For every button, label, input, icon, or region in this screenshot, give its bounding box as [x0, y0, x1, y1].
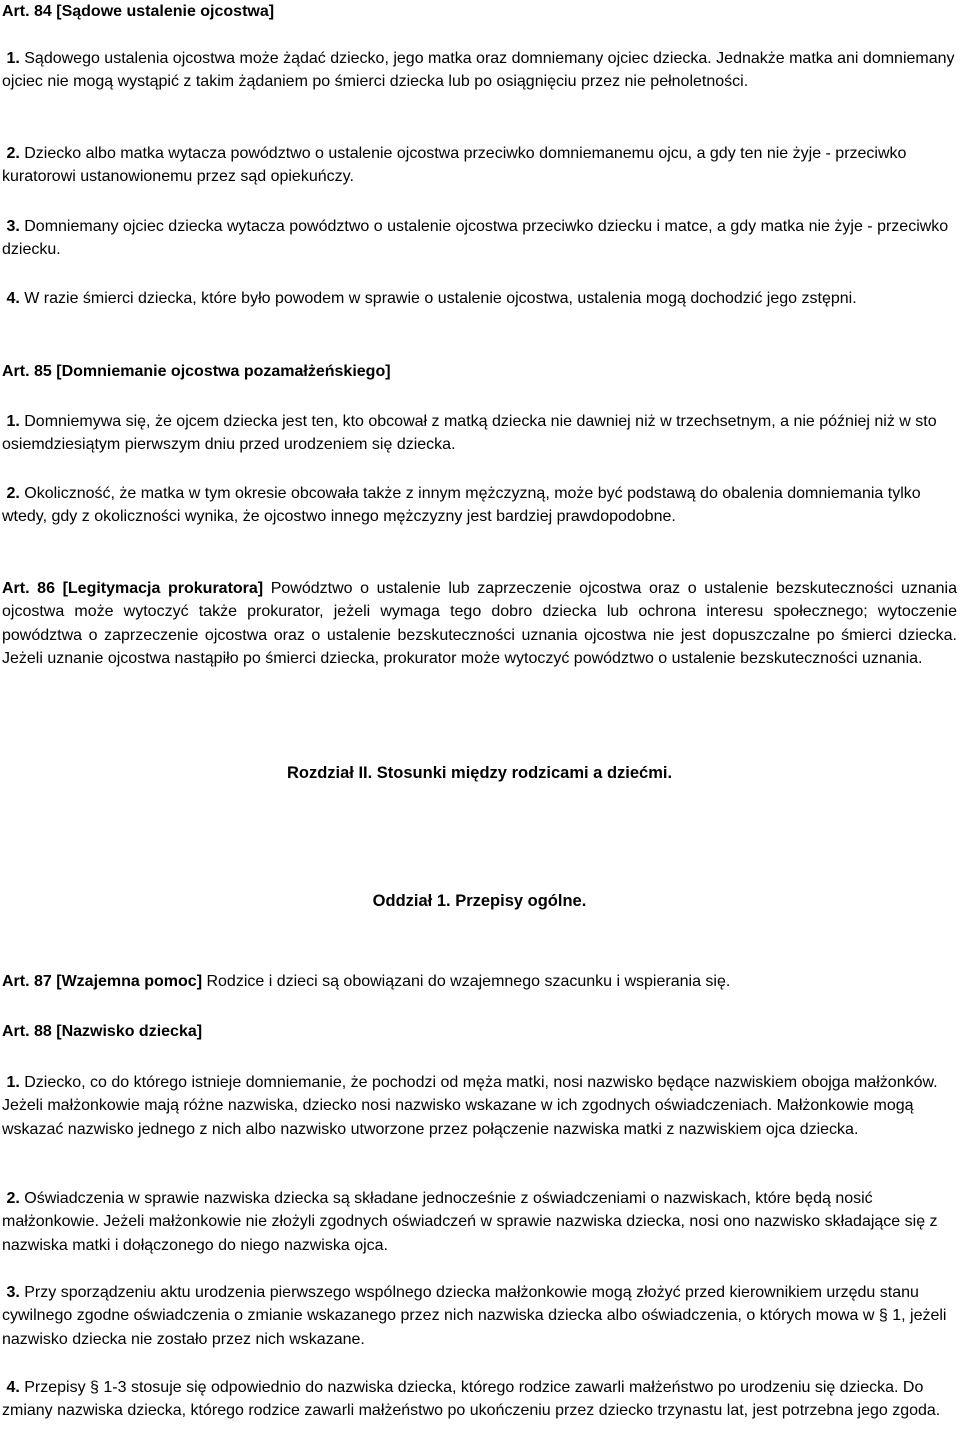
art85-p1-number: 1. [6, 413, 20, 430]
art88-p1-text: Dziecko, co do którego istnieje domniemanie, że pochodzi od męża matki, nosi nazwisko będące nazwiskiem obojga małżonków. Jeżeli małżonkowie mają różne nazwiska, dziecko nosi nazwisko wskazane w ich zgodnych oświadczeniach. Małżonkowie mogą wskazać nazwisko jednego z nich albo nazwisko utworzone przez połączenie nazwiska matki z nazwiskiem ojca dziecka. [2, 1074, 938, 1138]
art85-paragraph-1 [2, 410, 957, 457]
art88-paragraph-2 [2, 1187, 957, 1257]
art88-p2-text: Oświadczenia w sprawie nazwiska dziecka są składane jednocześnie z oświadczeniami o nazwiskach, które będą nosić małżonkowie. Jeżeli małżonkowie nie złożyli zgodnych oświadczeń w sprawie nazwiska dziecka, nosi ono nazwisko składające się z nazwiska matki i dołączonego do niego nazwiska ojca. [2, 1190, 938, 1254]
art88-p3-text: Przy sporządzeniu aktu urodzenia pierwszego wspólnego dziecka małżonkowie mogą złożyć przed kierownikiem urzędu stanu cywilnego zgodne oświadczenia o zmianie wskazanego przez nich nazwiska dziecka albo oświadczenia, o których mowa w § 1, jeżeli nazwisko dziecka nie zostało przez nich wskazane. [2, 1284, 947, 1348]
art88-title: Art. 88 [Nazwisko dziecka] [2, 1023, 203, 1040]
art84-p1-number: 1. [6, 50, 20, 67]
art85-p2-text: Okoliczność, że matka w tym okresie obcowała także z innym mężczyzną, może być podstawą do obalenia domniemania tylko wtedy, gdy z okoliczności wynika, że ojcostwo innego mężczyzny jest bardziej prawdopodobne. [2, 485, 921, 526]
art84-title: Art. 84 [Sądowe ustalenie ojcostwa] [2, 3, 275, 20]
art84-paragraph-1 [2, 47, 957, 94]
art84-heading [2, 0, 957, 23]
art84-paragraph-3 [2, 215, 957, 262]
art88-paragraph-1 [2, 1071, 957, 1141]
art88-p4-number: 4. [6, 1379, 20, 1396]
art84-p1-text: Sądowego ustalenia ojcostwa może żądać dziecko, jego matka oraz domniemany ojciec dziecka. Jednakże matka ani domniemany ojciec nie mogą wystąpić z takim żądaniem po śmierci dziecka lub po osiągnięciu przez nie pełnoletności. [2, 50, 955, 91]
art87-text: Rodzice i dzieci są obowiązani do wzajemnego szacunku i wspierania się. [202, 973, 731, 990]
art87-title: Art. 87 [Wzajemna pomoc] [2, 973, 203, 990]
art85-title: Art. 85 [Domniemanie ojcostwa pozamałżeńskiego] [2, 363, 391, 380]
art86-paragraph [2, 577, 957, 670]
art88-heading [2, 1020, 957, 1043]
section-heading: Oddział 1. Przepisy ogólne. [372, 892, 587, 910]
art85-paragraph-2 [2, 482, 957, 529]
art86-title: Art. 86 [Legitymacja prokuratora] [2, 580, 264, 597]
art88-paragraph-3 [2, 1281, 957, 1351]
art84-p2-number: 2. [6, 145, 20, 162]
art88-p2-number: 2. [6, 1190, 20, 1207]
art84-paragraph-2 [2, 142, 957, 189]
art88-p1-number: 1. [6, 1074, 20, 1091]
art88-p4-text: Przepisy § 1-3 stosuje się odpowiednio do nazwiska dziecka, którego rodzice zawarli małżeństwo po urodzeniu się dziecka. Do zmiany nazwiska dziecka, którego rodzice zawarli małżeństwo po ukończeniu przez dziecko trzynastu lat, jest potrzebna jego zgoda. [2, 1379, 941, 1420]
art88-paragraph-4 [2, 1376, 957, 1423]
art85-heading [2, 360, 957, 383]
art87-paragraph [2, 970, 957, 993]
art85-p1-text: Domniemywa się, że ojcem dziecka jest ten, kto obcował z matką dziecka nie dawniej niż w trzechsetnym, a nie później niż w sto osiemdziesiątym pierwszym dniu przed urodzeniem się dziecka. [2, 413, 937, 454]
art84-paragraph-4 [2, 287, 957, 310]
art86-text: Powództwo o ustalenie lub zaprzeczenie ojcostwa oraz o ustalenie bezskuteczności uznania ojcostwa może wytoczyć także prokurator, jeżeli wymaga tego dobro dziecka lub ochrona interesu społecznego; wytoczenie powództwa o zaprzeczenie ojcostwa oraz o ustalenie bezskuteczności uznania ojcostwa nie jest dopuszczalne po śmierci dziecka. Jeżeli uznanie ojcostwa nastąpiło po śmierci dziecka, prokurator może wytoczyć powództwo o ustalenie bezskuteczności uznania. [2, 580, 958, 667]
art84-p3-number: 3. [6, 218, 20, 235]
art84-p2-text: Dziecko albo matka wytacza powództwo o ustalenie ojcostwa przeciwko domniemanemu ojcu, a gdy ten nie żyje - przeciwko kuratorowi ustanowionemu przez sąd opiekuńczy. [2, 145, 907, 186]
art88-p3-number: 3. [6, 1284, 20, 1301]
chapter-heading: Rozdział II. Stosunki między rodzicami a dziećmi. [286, 764, 673, 782]
art84-p4-text: W razie śmierci dziecka, które było powodem w sprawie o ustalenie ojcostwa, ustalenia mogą dochodzić jego zstępni. [19, 290, 857, 307]
art84-p4-number: 4. [6, 290, 20, 307]
art85-p2-number: 2. [6, 485, 20, 502]
art84-p3-text: Domniemany ojciec dziecka wytacza powództwo o ustalenie ojcostwa przeciwko dziecku i matce, a gdy matka nie żyje - przeciwko dziecku. [2, 218, 949, 259]
